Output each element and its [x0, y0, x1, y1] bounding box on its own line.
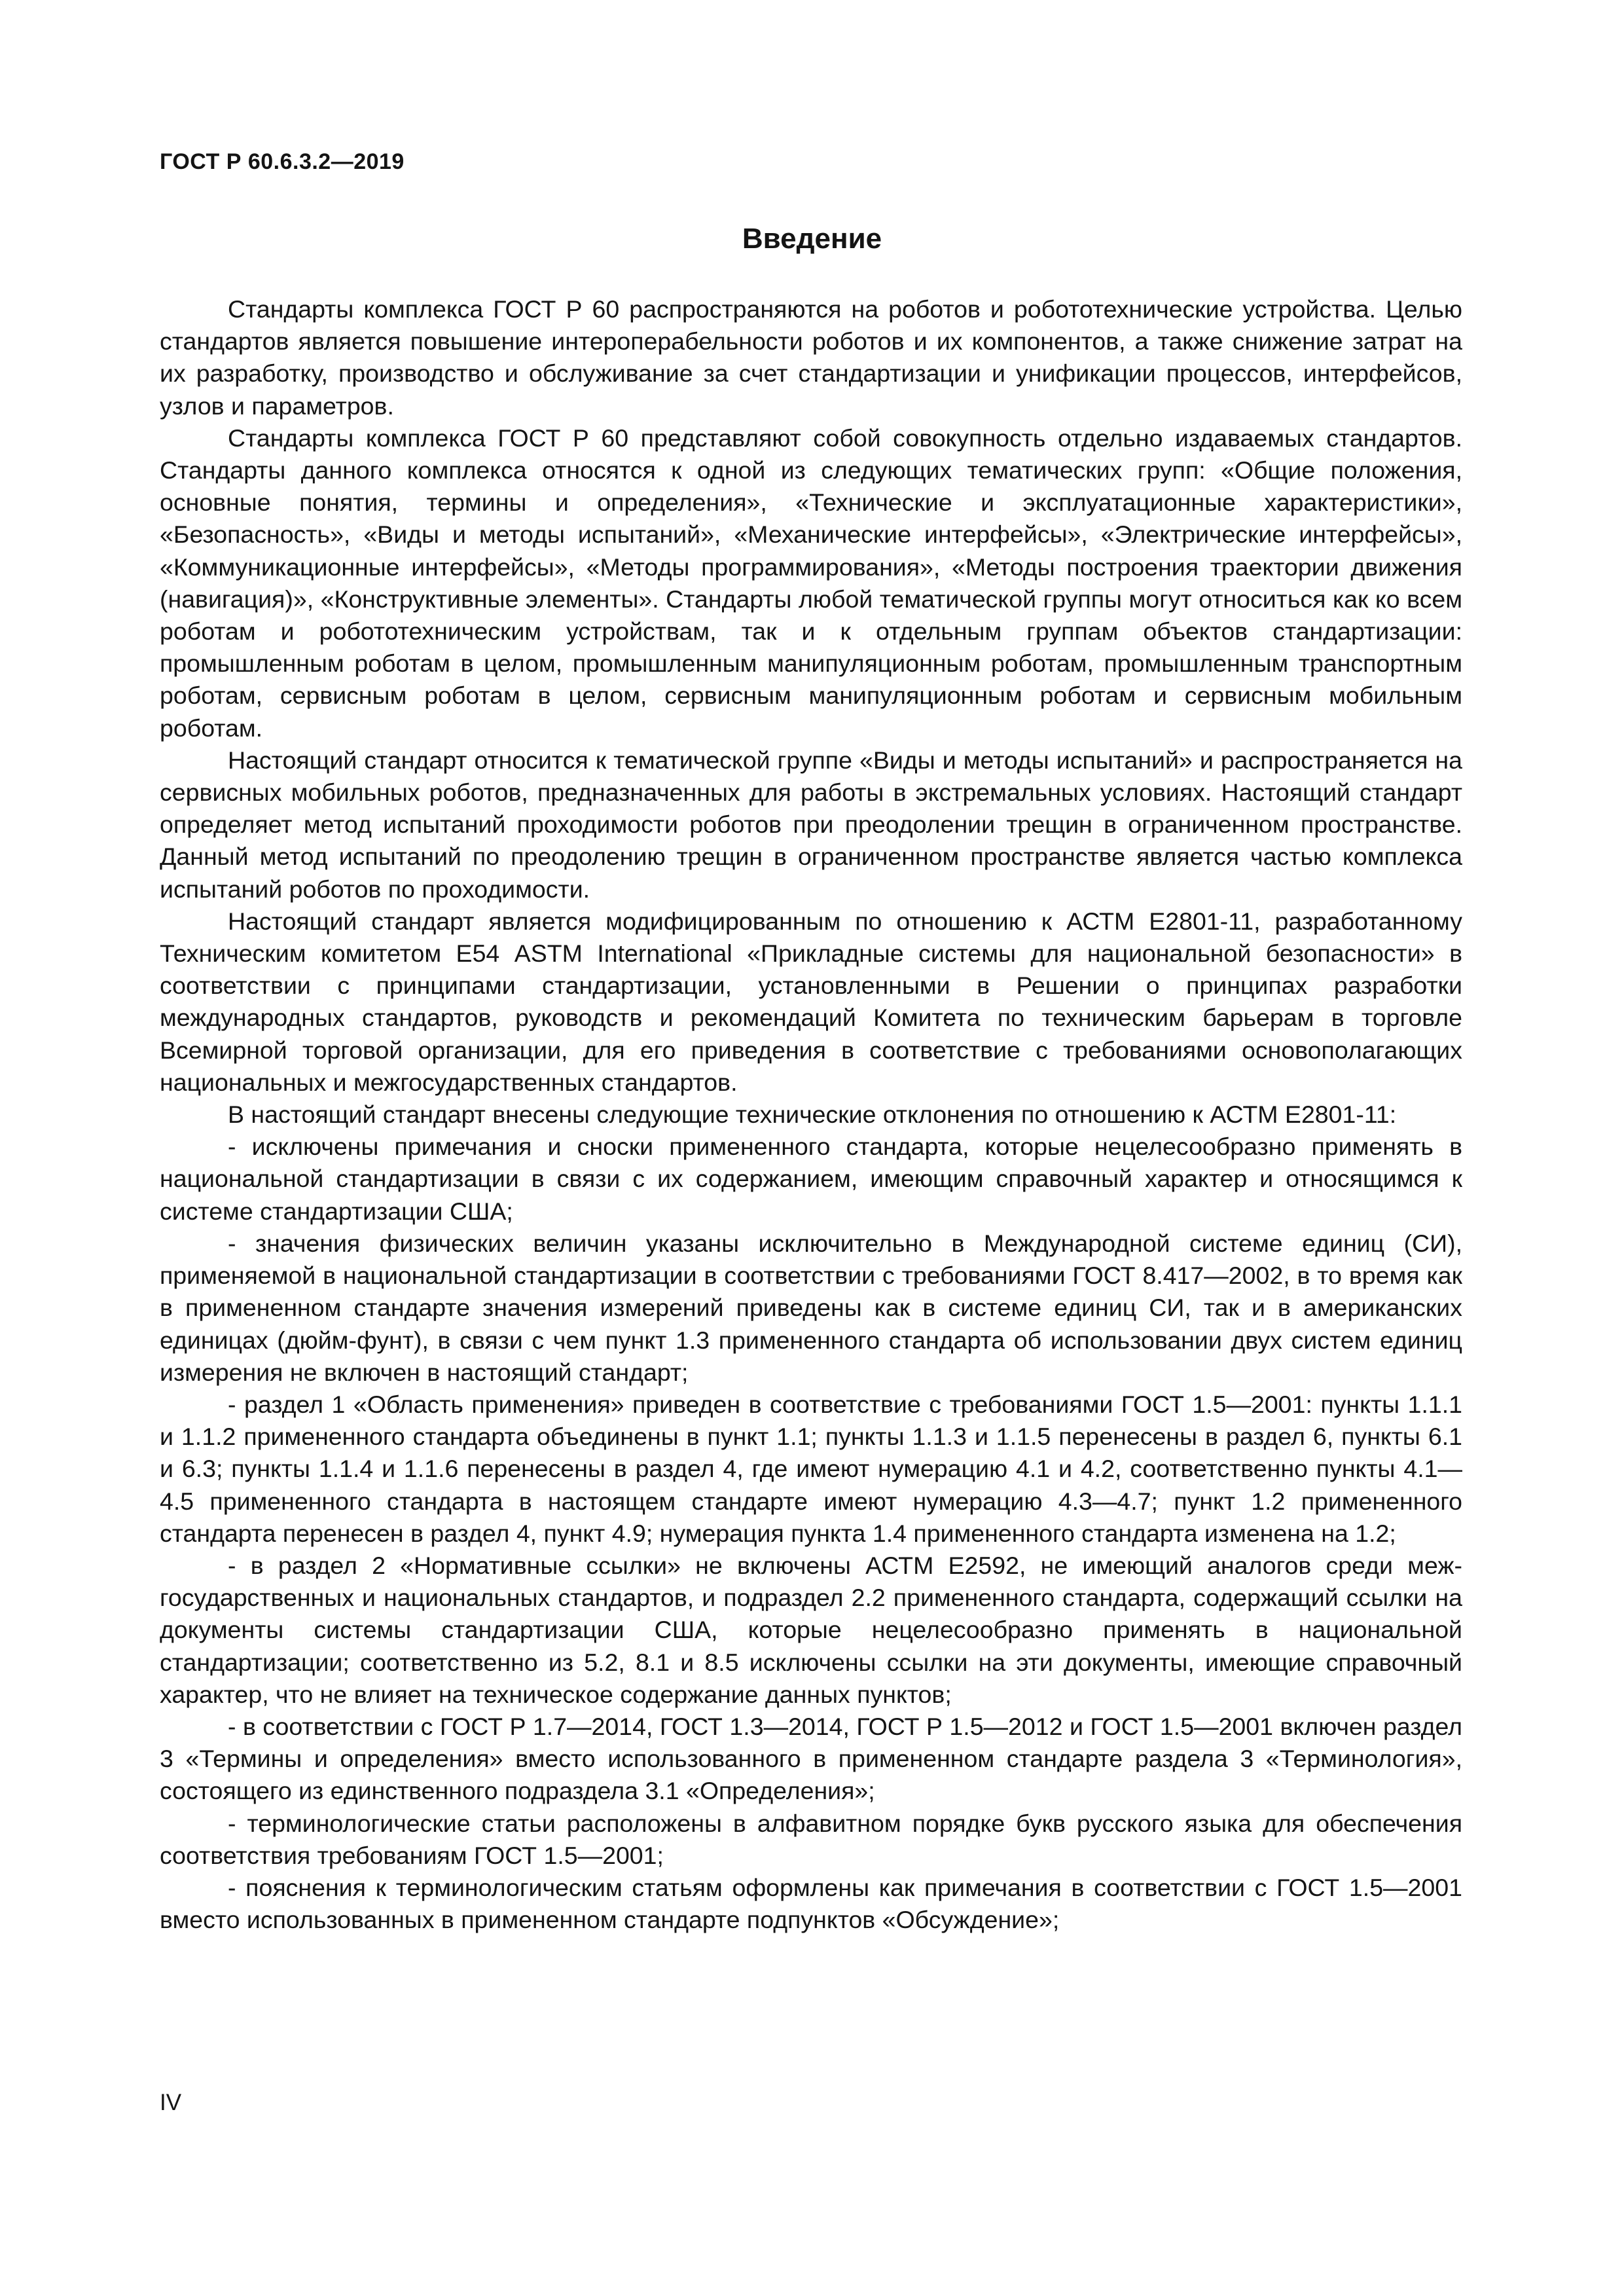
paragraph: Стандарты комплекса ГОСТ Р 60 распространяются на роботов и робототехнические устройства. Целью стандартов является повышение интероперабельности роботов и их компонентов, а также снижение затрат на их разработку, производство и обслуживание за счет стандартизации и унификации процессов, интерфейсов, узлов и параметров. [160, 295, 1462, 420]
list-item: - исключены примечания и сноски примененного стандарта, которые нецелесообразно применять в национальной стандартизации в связи с их содержанием, имеющим справочный характер и относящимся к системе стандартизации США; [160, 1133, 1462, 1225]
paragraph: Настоящий стандарт относится к тематической группе «Виды и методы испытаний» и распространяется на сервисных мобильных роботов, предназначенных для работы в экстремальных условиях. Настоящий стандарт определяет метод испытаний проходимости роботов при преодолении трещин в ограниченном пространстве. Данный метод испытаний по преодолению трещин в ограниченном пространстве является частью комплекса испытаний роботов по проходимости. [160, 746, 1462, 903]
paragraph: В настоящий стандарт внесены следующие технические отклонения по отношению к АСТМ Е2801-11: [228, 1101, 1397, 1129]
list-item: - в раздел 2 «Нормативные ссылки» не включены АСТМ Е2592, не имеющий аналогов среди межгосударственных и национальных стандартов, и подраздел 2.2 примененного стандарта, содержащий ссылки на документы системы стандартизации США, которые нецелесообразно применять в национальной стандартизации; соответственно из 5.2, 8.1 и 8.5 исключены ссылки на эти документы, имеющие справочный характер, что не влияет на техническое содержание данных пунктов; [160, 1551, 1462, 1708]
section-title: Введение [742, 223, 882, 255]
document-code-header: ГОСТ Р 60.6.3.2—2019 [160, 149, 405, 174]
list-item: - в соответствии с ГОСТ Р 1.7—2014, ГОСТ 1.3—2014, ГОСТ Р 1.5—2012 и ГОСТ 1.5—2001 включен раздел 3 «Термины и определения» вместо использованного в примененном стандарте раздела 3 «Терминология», состоящего из единственного подраздела 3.1 «Определения»; [160, 1712, 1462, 1805]
list-item: - терминологические статьи расположены в алфавитном порядке букв русского языка для обеспечения соответствия требованиям ГОСТ 1.5—2001; [160, 1809, 1462, 1869]
paragraph: Настоящий стандарт является модифицированным по отношению к АСТМ Е2801-11, разработанному Техническим комитетом Е54 ASTM International «Прикладные системы для национальной безопасности» в соответствии с принципами стандартизации, установленными в Решении о принципах разработки международных стандартов, руководств и рекомендаций Комитета по техническим барьерам в торговле Всемирной торговой организации, для его приведения в соответствие с требованиями основополагающих национальных и межгосударственных стандартов. [160, 907, 1462, 1096]
document-body [160, 293, 1462, 1936]
list-item: - раздел 1 «Область применения» приведен в соответствие с требованиями ГОСТ 1.5—2001: пункты 1.1.1 и 1.1.2 примененного стандарта объединены в пункт 1.1; пункты 1.1.3 и 1.1.5 перенесены в раздел 6, пункты 6.1 и 6.3; пункты 1.1.4 и 1.1.6 перенесены в раздел 4, где имеют нумерацию 4.1 и 4.2, соответственно пункты 4.1—4.5 примененного стандарта в настоящем стандарте имеют нумерацию 4.3—4.7; пункт 1.2 примененного стандарта перенесен в раздел 4, пункт 4.9; нумерация пункта 1.4 примененного стандарта изменена на 1.2; [160, 1390, 1462, 1547]
list-item: - значения физических величин указаны исключительно в Международной системе единиц (СИ), применяемой в национальной стандартизации в соответствии с требованиями ГОСТ 8.417—2002, в то время как в примененном стандарте значения измерений приведены как в системе единиц СИ, так и в американских единицах (дюйм-фунт), в связи с чем пункт 1.3 примененного стандарта об использовании двух систем единиц измерения не включен в настоящий стандарт; [160, 1229, 1462, 1386]
paragraph: Стандарты комплекса ГОСТ Р 60 представляют собой совокупность отдельно издаваемых стандартов. Стандарты данного комплекса относятся к одной из следующих тематических групп: «Общие положения, основные понятия, термины и определения», «Технические и эксплуатационные характеристики», «Безопасность», «Виды и методы испытаний», «Механические интерфейсы», «Электрические интерфейсы», «Коммуникационные интерфейсы», «Методы программирования», «Методы построения траектории движения (навигация)», «Конструктивные элементы». Стандарты любой тематической группы могут относиться как ко всем роботам и робототехническим устройствам, так и к отдельным группам объектов стандартизации: промышленным роботам в целом, промышленным манипуляционным роботам, промышленным транспортным роботам, сервисным роботам в целом, сервисным манипуляционным роботам и сервисным мобильным роботам. [160, 424, 1462, 742]
list-item: - пояснения к терминологическим статьям оформлены как примечания в соответствии с ГОСТ 1.5—2001 вместо использованных в примененном стандарте подпунктов «Обсуждение»; [160, 1873, 1462, 1934]
page-number: IV [160, 2090, 182, 2115]
